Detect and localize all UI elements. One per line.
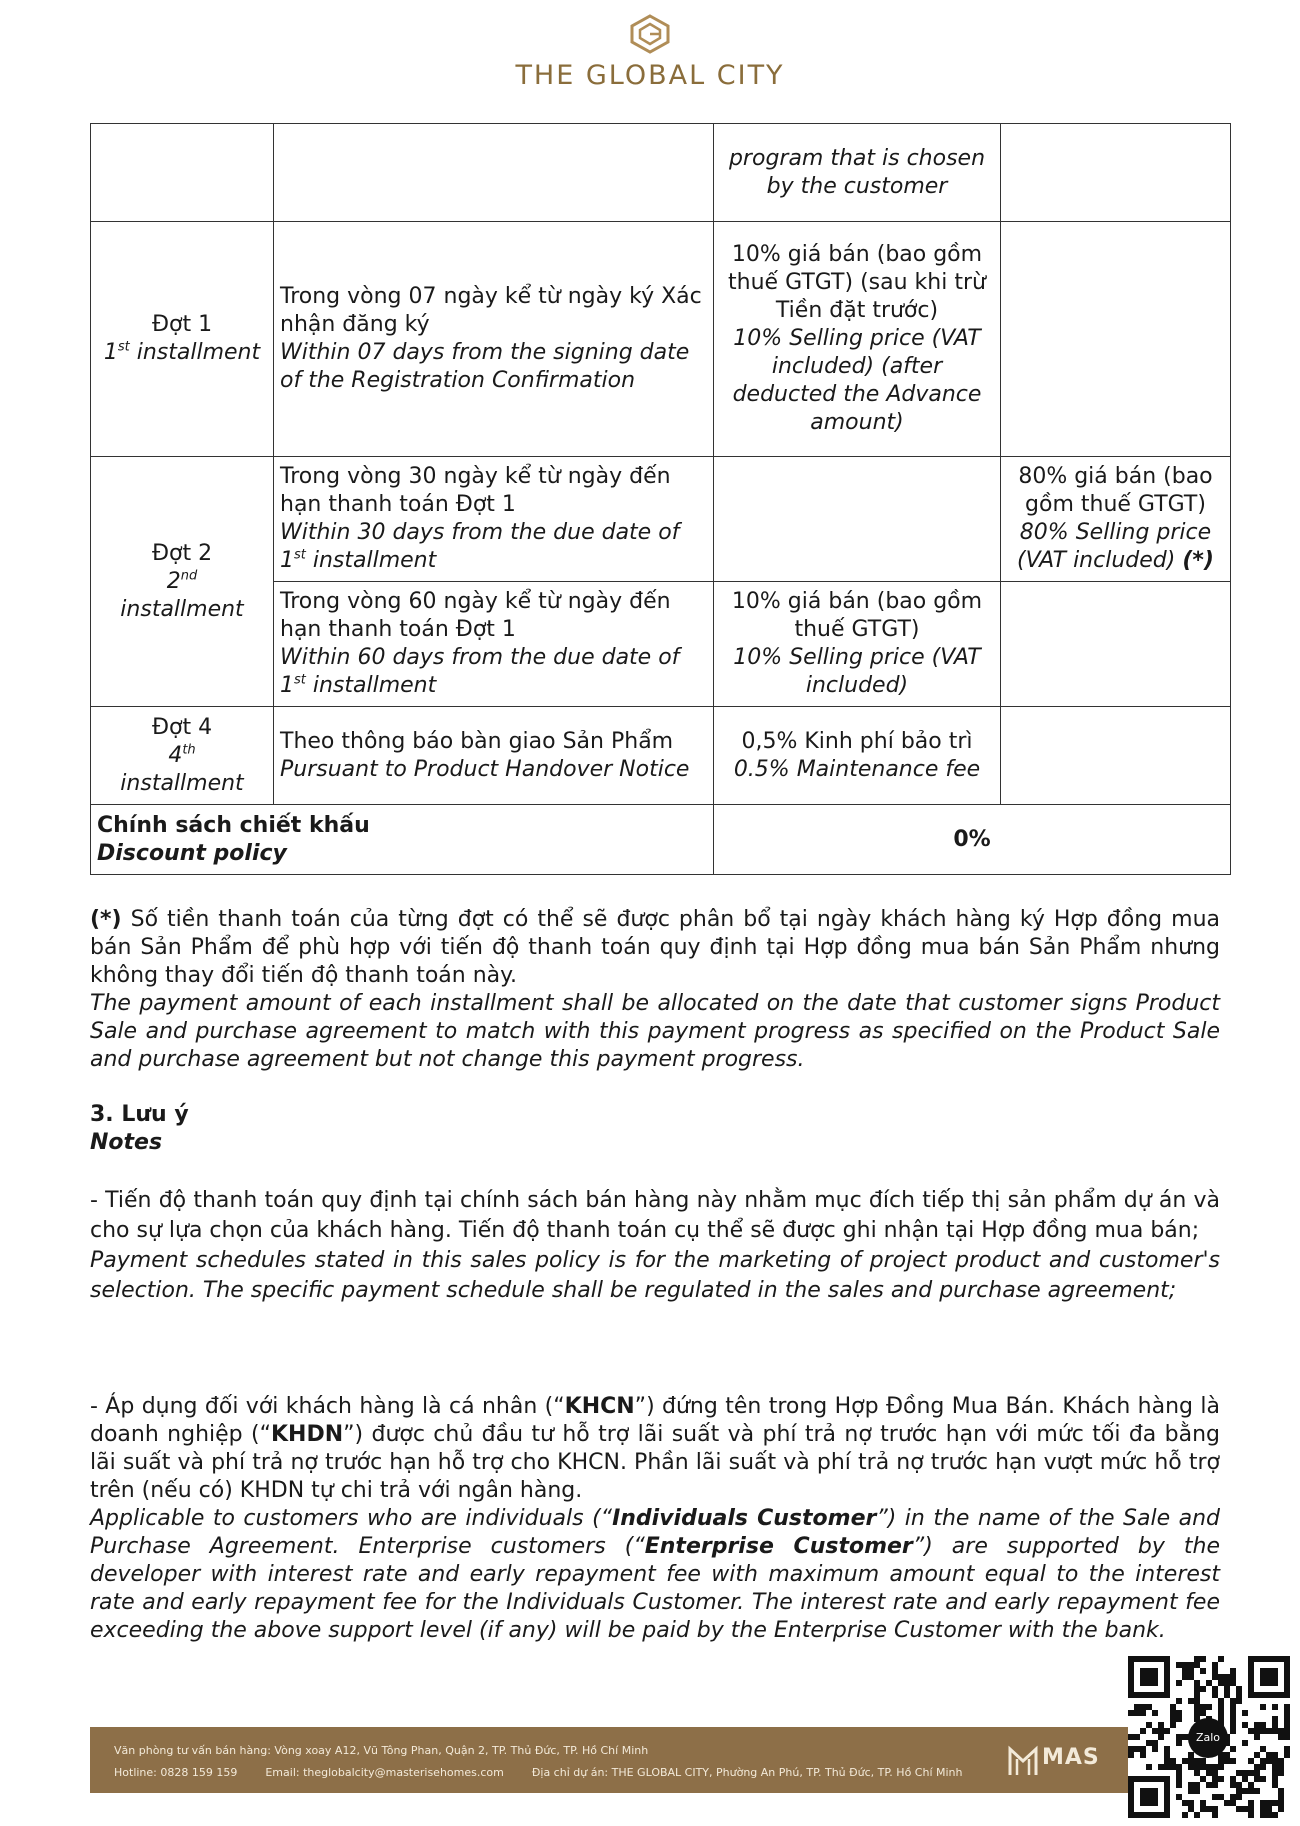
discount-value: 0%	[714, 805, 1231, 875]
time-en: Within 30 days from the due date of 1st installment	[280, 520, 680, 573]
discount-label-vi: Chính sách chiết khấu	[97, 812, 370, 838]
amount-en: 0.5% Maintenance fee	[733, 756, 981, 782]
time-en: Pursuant to Product Handover Notice	[280, 756, 690, 782]
phase-cell	[91, 222, 274, 457]
table-row	[91, 805, 1231, 875]
table-cell: program that is chosen by the customer	[714, 124, 1001, 222]
phase-label-vi: Đợt 1	[151, 312, 213, 337]
table-row	[91, 222, 1231, 457]
note-2-vi: - Áp dụng đối với khách hàng là cá nhân (“KHCN”) đứng tên trong Hợp Đồng Mua Bán. Khách hàng là doanh nghiệp (“KHDN”) được chủ đầu tư hỗ trợ lãi suất và phí trả nợ trước hạn với mức tối đa bằng lãi suất và phí trả nợ trước hạn hỗ trợ cho KHCN. Phần lãi suất và phí trả nợ trước hạn vượt mức hỗ trợ trên (nếu có) KHDN tự chi trả với ngân hàng.	[90, 1394, 1220, 1503]
amount-cell	[714, 222, 1001, 457]
time-vi: Trong vòng 07 ngày kể từ ngày ký Xác nhận đăng ký	[280, 284, 702, 337]
table-cell	[1001, 124, 1231, 222]
footer-brand: MAS	[1042, 1745, 1100, 1770]
amount-cell	[714, 707, 1001, 805]
zalo-badge: Zalo	[1188, 1718, 1228, 1758]
amount-vi: 10% giá bán (bao gồm thuế GTGT)	[731, 589, 983, 642]
footer-contact	[114, 1766, 963, 1779]
phase-label-vi: Đợt 2	[151, 540, 213, 566]
table-row	[91, 457, 1231, 582]
table-row	[91, 707, 1231, 805]
star-note	[90, 906, 1220, 1074]
table-cell	[1001, 222, 1231, 457]
footer-address: Địa chỉ dự án: THE GLOBAL CITY, Phường An Phú, TP. Thủ Đức, TP. Hồ Chí Minh	[531, 1766, 963, 1779]
amount-en: 10% Selling price (VAT included)	[733, 645, 981, 698]
amount-vi: 10% giá bán (bao gồm thuế GTGT) (sau khi trừ Tiền đặt trước)	[728, 242, 986, 323]
time-en: Within 60 days from the due date of 1st installment	[280, 645, 680, 698]
discount-label-en: Discount policy	[97, 840, 287, 866]
time-en: Within 07 days from the signing date of the Registration Confirmation	[280, 340, 690, 393]
section-title-vi: 3. Lưu ý	[90, 1102, 189, 1127]
section-title-en: Notes	[90, 1130, 163, 1155]
note-paragraph-1	[90, 1186, 1220, 1306]
time-cell	[274, 582, 714, 707]
amount-en: 10% Selling price (VAT included) (after deducted the Advance amount)	[732, 326, 982, 435]
phase-cell	[91, 707, 274, 805]
time-cell	[274, 222, 714, 457]
table-cell	[714, 457, 1001, 582]
page-header	[0, 14, 1300, 91]
note-paragraph-2	[90, 1393, 1220, 1645]
time-vi: Trong vòng 30 ngày kể từ ngày đến hạn thanh toán Đợt 1	[280, 464, 671, 517]
global-city-logo-icon	[628, 14, 672, 54]
amount-vi: 80% giá bán (bao gồm thuế GTGT)	[1018, 464, 1213, 517]
phase-label-vi: Đợt 4	[151, 714, 213, 740]
table-row	[91, 124, 1231, 222]
footer-hotline: Hotline: 0828 159 159	[114, 1766, 238, 1779]
brand-name: THE GLOBAL CITY	[515, 60, 785, 91]
table-cell	[1001, 707, 1231, 805]
footer-email: Email: theglobalcity@masterisehomes.com	[265, 1766, 504, 1779]
amount-cell	[1001, 457, 1231, 582]
phase-label-en: 4th installment	[120, 742, 244, 796]
time-cell	[274, 457, 714, 582]
amount-vi: 0,5% Kinh phí bảo trì	[741, 728, 973, 754]
note-2-en: Applicable to customers who are individuals (“Individuals Customer”) in the name of the Sale and Purchase Agreement. Enterprise customers (“Enterprise Customer”) are supported by the developer with interest rate and early repayment fee with maximum amount equal to the interest rate and early repayment fee for the Individuals Customer. The interest rate and early repayment fee exceeding the above support level (if any) will be paid by the Enterprise Customer with the bank.	[90, 1506, 1220, 1643]
masterise-logo-icon	[1008, 1743, 1038, 1777]
amount-cell	[714, 582, 1001, 707]
note-1-vi: - Tiến độ thanh toán quy định tại chính sách bán hàng này nhằm mục đích tiếp thị sản phẩm dự án và cho sự lựa chọn của khách hàng. Tiến độ thanh toán cụ thể sẽ được ghi nhận tại Hợp đồng mua bán;	[90, 1188, 1220, 1243]
time-cell	[274, 707, 714, 805]
star-note-vi: (*) Số tiền thanh toán của từng đợt có thể sẽ được phân bổ tại ngày khách hàng ký Hợp đồng mua bán Sản Phẩm để phù hợp với tiến độ thanh toán quy định tại Hợp đồng mua bán Sản Phẩm nhưng không thay đổi tiến độ thanh toán này.	[90, 907, 1220, 988]
discount-label-cell	[91, 805, 714, 875]
table-cell	[91, 124, 274, 222]
time-vi: Theo thông báo bàn giao Sản Phẩm	[280, 728, 674, 754]
note-1-en: Payment schedules stated in this sales policy is for the marketing of project product and customer's selection. The specific payment schedule shall be regulated in the sales and purchase agreement;	[90, 1248, 1220, 1303]
payment-schedule-table	[90, 123, 1231, 875]
phase-label-en: 2nd installment	[120, 568, 244, 622]
qr-code[interactable]	[1128, 1656, 1290, 1818]
table-cell	[1001, 582, 1231, 707]
phase-label-en: 1st installment	[103, 339, 261, 365]
page-footer	[90, 1727, 1190, 1793]
footer-office: Văn phòng tư vấn bán hàng: Vòng xoay A12, Vũ Tông Phan, Quận 2, TP. Thủ Đức, TP. Hồ Chí Minh	[114, 1744, 649, 1757]
phase-cell	[91, 457, 274, 707]
time-vi: Trong vòng 60 ngày kể từ ngày đến hạn thanh toán Đợt 1	[280, 589, 671, 642]
amount-en: 80% Selling price (VAT included) (*)	[1017, 520, 1214, 573]
table-cell	[274, 124, 714, 222]
star-note-en: The payment amount of each installment shall be allocated on the date that customer signs Product Sale and purchase agreement to match with this payment progress as specified on the Product Sale and purchase agreement but not change this payment progress.	[90, 991, 1220, 1072]
section-3-heading	[90, 1101, 1220, 1157]
